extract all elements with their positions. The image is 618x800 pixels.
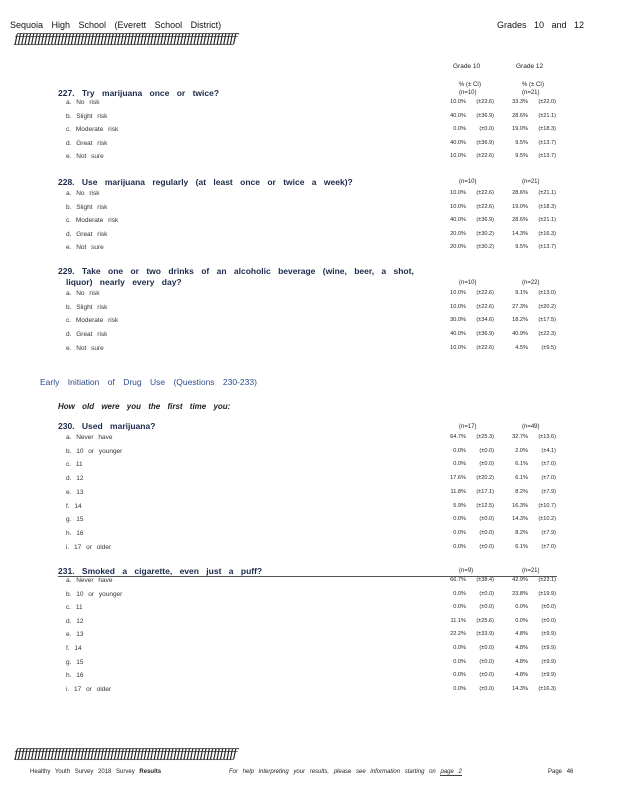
footer-page-link[interactable]: page 2 — [440, 769, 462, 775]
grade-10-ci: (±0.0) — [479, 448, 494, 454]
answer-option-label: a. Never have — [66, 434, 113, 441]
grade-10-sample-size: (n=9) — [459, 568, 474, 574]
grade-10-percent: 0.0% — [453, 659, 466, 665]
grade-10-percent: 20.0% — [450, 244, 466, 250]
grade-12-sample-size: (n=22) — [522, 280, 540, 286]
grade-10-percent: 0.0% — [453, 530, 466, 536]
grade-10-percent: 0.0% — [453, 645, 466, 651]
answer-option-label: d. Great risk — [66, 331, 108, 338]
grade-10-percent: 40.0% — [450, 140, 466, 146]
grade-10-percent: 10.0% — [450, 304, 466, 310]
grade-12-ci: (±13.6) — [538, 434, 556, 440]
grade-12-ci: (±13.7) — [538, 153, 556, 159]
answer-option-label: e. Not sure — [66, 345, 104, 352]
grade-12-ci: (±10.2) — [538, 516, 556, 522]
grade-10-ci: (±22.6) — [476, 190, 494, 196]
grade-10-percent: 5.9% — [453, 503, 466, 509]
grade-12-ci: (±0.0) — [541, 604, 556, 610]
grade-12-percent: 6.1% — [515, 475, 528, 481]
grade-10-percent: 0.0% — [453, 672, 466, 678]
grade-12-percent: 9.1% — [515, 290, 528, 296]
grade-12-percent: 4.8% — [515, 672, 528, 678]
grade-12-ci: (±9.9) — [541, 631, 556, 637]
answer-option-label: e. Not sure — [66, 153, 104, 160]
grade-12-ci: (±18.3) — [538, 126, 556, 132]
grade-10-ci: (±0.0) — [479, 672, 494, 678]
grade-12-ci: (±21.1) — [538, 217, 556, 223]
grade-10-percent: 0.0% — [453, 448, 466, 454]
grade-12-percent: 8.2% — [515, 530, 528, 536]
grade-10-ci: (±22.6) — [476, 290, 494, 296]
answer-option-label: c. 11 — [66, 604, 83, 611]
grade-10-percent: 10.0% — [450, 99, 466, 105]
grade-10-ci: (±33.9) — [476, 631, 494, 637]
grade-10-ci-header: % (± CI) — [459, 82, 481, 88]
grade-12-ci: (±23.1) — [538, 577, 556, 583]
grade-10-percent: 66.7% — [450, 577, 466, 583]
grade-12-percent: 4.8% — [515, 645, 528, 651]
grade-10-ci: (±22.6) — [476, 99, 494, 105]
grade-12-percent: 8.2% — [515, 489, 528, 495]
question-title: 228. Use marijuana regularly (at least once or twice a week)? — [58, 177, 353, 187]
answer-option-label: a. No risk — [66, 290, 100, 297]
grade-10-sample-size: (n=17) — [459, 424, 477, 430]
grade-10-percent: 40.0% — [450, 217, 466, 223]
grade-12-ci: (±21.1) — [538, 190, 556, 196]
grade-10-ci: (±17.1) — [476, 489, 494, 495]
answer-option-label: b. 10 or younger — [66, 448, 123, 455]
footer-results-label: Results — [139, 769, 162, 775]
answer-option-label: f. 14 — [66, 503, 82, 510]
grade-12-percent: 6.1% — [515, 544, 528, 550]
answer-option-label: g. 15 — [66, 659, 84, 666]
grade-12-ci: (±16.3) — [538, 231, 556, 237]
grade-12-column-header: Grade 12 — [516, 63, 544, 70]
answer-option-label: i. 17 or older — [66, 686, 112, 693]
answer-option-label: c. 11 — [66, 461, 83, 468]
grade-10-sample-size: (n=10) — [459, 90, 477, 96]
grade-12-ci: (±9.9) — [541, 672, 556, 678]
grade-12-ci: (±13.7) — [538, 244, 556, 250]
grades-header: Grades 10 and 12 — [497, 20, 585, 30]
grade-12-ci: (±13.0) — [538, 290, 556, 296]
grade-10-sample-size: (n=10) — [459, 179, 477, 185]
footer-help-sentence: For help interpreting your results, please see information starting on — [229, 769, 436, 775]
grade-12-percent: 28.6% — [512, 217, 528, 223]
answer-option-label: h. 16 — [66, 672, 84, 679]
grade-10-ci: (±36.9) — [476, 331, 494, 337]
grade-12-percent: 4.8% — [515, 659, 528, 665]
grade-12-percent: 28.6% — [512, 113, 528, 119]
grade-10-ci: (±38.4) — [476, 577, 494, 583]
footer-page-value: 46 — [566, 769, 574, 775]
grade-12-ci: (±21.1) — [538, 113, 556, 119]
question-231-underline — [58, 576, 557, 577]
grade-12-ci: (±10.7) — [538, 503, 556, 509]
grade-12-percent: 9.5% — [515, 244, 528, 250]
answer-option-label: c. Moderate risk — [66, 317, 119, 324]
grade-10-percent: 40.0% — [450, 113, 466, 119]
footer-page-label: Page — [548, 769, 563, 775]
grade-12-percent: 16.3% — [512, 503, 528, 509]
footer-survey-label: Healthy Youth Survey 2018 Survey — [30, 769, 135, 775]
grade-10-ci: (±22.6) — [476, 304, 494, 310]
grade-12-percent: 19.0% — [512, 126, 528, 132]
grade-12-ci: (±7.0) — [541, 475, 556, 481]
section-prompt: How old were you the first time you: — [58, 402, 231, 411]
grade-12-ci: (±4.1) — [541, 448, 556, 454]
grade-12-percent: 0.0% — [515, 618, 528, 624]
answer-option-label: h. 16 — [66, 530, 84, 537]
grade-10-percent: 10.0% — [450, 290, 466, 296]
grade-12-percent: 27.3% — [512, 304, 528, 310]
grade-10-ci: (±20.2) — [476, 475, 494, 481]
grade-12-ci: (±7.9) — [541, 489, 556, 495]
grade-12-ci-header: % (± CI) — [522, 82, 544, 88]
answer-option-label: a. No risk — [66, 99, 100, 106]
grade-12-percent: 19.0% — [512, 204, 528, 210]
grade-10-ci: (±0.0) — [479, 604, 494, 610]
grade-10-percent: 0.0% — [453, 461, 466, 467]
grade-12-ci: (±7.9) — [541, 530, 556, 536]
answer-option-label: e. 13 — [66, 631, 84, 638]
grade-12-sample-size: (n=21) — [522, 568, 540, 574]
grade-10-sample-size: (n=10) — [459, 280, 477, 286]
grade-12-ci: (±9.5) — [541, 345, 556, 351]
grade-10-percent: 40.0% — [450, 331, 466, 337]
grade-12-percent: 9.5% — [515, 153, 528, 159]
question-title: 227. Try marijuana once or twice? — [58, 88, 220, 98]
grade-12-percent: 42.9% — [512, 577, 528, 583]
grade-10-ci: (±0.0) — [479, 659, 494, 665]
answer-option-label: b. 10 or younger — [66, 591, 123, 598]
grade-10-ci: (±0.0) — [479, 461, 494, 467]
grade-10-percent: 10.0% — [450, 345, 466, 351]
grade-12-percent: 18.2% — [512, 317, 528, 323]
bottom-rule: ƒƒƒƒƒƒƒƒƒƒƒƒƒƒƒƒƒƒƒƒƒƒƒƒƒƒƒƒƒƒƒƒƒƒƒƒƒƒƒƒƒƒƒƒƒƒƒƒƒƒƒƒƒƒƒƒƒƒƒƒƒƒƒƒƒƒƒ — [14, 748, 236, 762]
answer-option-label: c. Moderate risk — [66, 217, 119, 224]
grade-10-ci: (±25.6) — [476, 618, 494, 624]
grade-12-ci: (±9.9) — [541, 659, 556, 665]
grade-10-ci: (±25.3) — [476, 434, 494, 440]
grade-10-percent: 10.0% — [450, 153, 466, 159]
question-title: 231. Smoked a cigarette, even just a puff? — [58, 566, 263, 576]
grade-12-ci: (±18.3) — [538, 204, 556, 210]
grade-12-ci: (±16.3) — [538, 686, 556, 692]
grade-10-percent: 0.0% — [453, 126, 466, 132]
answer-option-label: i. 17 or older — [66, 544, 112, 551]
grade-12-ci: (±19.9) — [538, 591, 556, 597]
grade-12-percent: 23.8% — [512, 591, 528, 597]
answer-option-label: a. Never have — [66, 577, 113, 584]
grade-12-ci: (±13.7) — [538, 140, 556, 146]
grade-12-percent: 9.5% — [515, 140, 528, 146]
answer-option-label: b. Slight risk — [66, 113, 108, 120]
grade-10-ci: (±36.9) — [476, 217, 494, 223]
grade-10-percent: 0.0% — [453, 516, 466, 522]
grade-10-ci: (±12.5) — [476, 503, 494, 509]
grade-10-ci: (±30.2) — [476, 231, 494, 237]
grade-10-percent: 17.6% — [450, 475, 466, 481]
grade-10-ci: (±22.6) — [476, 204, 494, 210]
answer-option-label: d. 12 — [66, 475, 84, 482]
grade-12-ci: (±22.0) — [538, 99, 556, 105]
grade-10-percent: 0.0% — [453, 604, 466, 610]
grade-10-ci: (±36.9) — [476, 140, 494, 146]
answer-option-label: g. 15 — [66, 516, 84, 523]
answer-option-label: a. No risk — [66, 190, 100, 197]
answer-option-label: b. Slight risk — [66, 204, 108, 211]
grade-10-ci: (±34.6) — [476, 317, 494, 323]
grade-12-ci: (±9.9) — [541, 645, 556, 651]
grade-12-percent: 33.3% — [512, 99, 528, 105]
grade-10-percent: 10.0% — [450, 190, 466, 196]
grade-10-percent: 22.2% — [450, 631, 466, 637]
question-title: 230. Used marijuana? — [58, 421, 156, 431]
grade-12-percent: 0.0% — [515, 604, 528, 610]
grade-10-percent: 30.0% — [450, 317, 466, 323]
answer-option-label: d. Great risk — [66, 231, 108, 238]
grade-12-sample-size: (n=21) — [522, 179, 540, 185]
grade-12-percent: 14.3% — [512, 686, 528, 692]
grade-12-ci: (±17.5) — [538, 317, 556, 323]
grade-10-percent: 11.1% — [450, 618, 466, 624]
grade-12-percent: 32.7% — [512, 434, 528, 440]
footer-survey-name — [30, 769, 161, 775]
footer-page-number — [548, 769, 573, 775]
grade-10-column-header: Grade 10 — [453, 63, 481, 70]
grade-10-ci: (±36.9) — [476, 113, 494, 119]
answer-option-label: c. Moderate risk — [66, 126, 119, 133]
answer-option-label: b. Slight risk — [66, 304, 108, 311]
grade-12-percent: 4.5% — [515, 345, 528, 351]
grade-12-ci: (±0.0) — [541, 618, 556, 624]
grade-10-percent: 0.0% — [453, 591, 466, 597]
answer-option-label: e. Not sure — [66, 244, 104, 251]
grade-12-ci: (±7.0) — [541, 544, 556, 550]
grade-10-ci: (±22.6) — [476, 153, 494, 159]
answer-option-label: d. Great risk — [66, 140, 108, 147]
grade-12-sample-size: (n=21) — [522, 90, 540, 96]
grade-10-ci: (±0.0) — [479, 126, 494, 132]
grade-10-ci: (±0.0) — [479, 530, 494, 536]
grade-10-ci: (±0.0) — [479, 544, 494, 550]
grade-10-ci: (±0.0) — [479, 686, 494, 692]
grade-12-percent: 6.1% — [515, 461, 528, 467]
grade-10-percent: 10.0% — [450, 204, 466, 210]
grade-12-percent: 4.8% — [515, 631, 528, 637]
grade-12-percent: 28.6% — [512, 190, 528, 196]
footer-help-text — [229, 769, 462, 775]
grade-12-percent: 40.9% — [512, 331, 528, 337]
grade-10-percent: 11.8% — [450, 489, 466, 495]
grade-10-percent: 0.0% — [453, 544, 466, 550]
answer-option-label: e. 13 — [66, 489, 84, 496]
grade-12-percent: 2.0% — [515, 448, 528, 454]
question-title: 229. Take one or two drinks of an alcoholic beverage (wine, beer, a shot, — [58, 266, 414, 276]
grade-12-percent: 14.3% — [512, 516, 528, 522]
grade-10-ci: (±0.0) — [479, 591, 494, 597]
grade-10-ci: (±0.0) — [479, 645, 494, 651]
grade-10-percent: 0.0% — [453, 686, 466, 692]
grade-10-percent: 64.7% — [450, 434, 466, 440]
grade-12-ci: (±20.2) — [538, 304, 556, 310]
grade-10-percent: 20.0% — [450, 231, 466, 237]
section-title: Early Initiation of Drug Use (Questions 230-233) — [40, 377, 257, 387]
grade-10-ci: (±0.0) — [479, 516, 494, 522]
grade-12-ci: (±22.3) — [538, 331, 556, 337]
school-header: Sequoia High School (Everett School District) — [10, 20, 222, 30]
answer-option-label: f. 14 — [66, 645, 82, 652]
grade-10-ci: (±30.2) — [476, 244, 494, 250]
grade-12-percent: 14.3% — [512, 231, 528, 237]
grade-12-ci: (±7.0) — [541, 461, 556, 467]
top-rule: ƒƒƒƒƒƒƒƒƒƒƒƒƒƒƒƒƒƒƒƒƒƒƒƒƒƒƒƒƒƒƒƒƒƒƒƒƒƒƒƒƒƒƒƒƒƒƒƒƒƒƒƒƒƒƒƒƒƒƒƒƒƒƒƒƒƒƒ — [14, 33, 236, 47]
grade-10-ci: (±22.6) — [476, 345, 494, 351]
question-title-continued: liquor) nearly every day? — [66, 277, 182, 287]
answer-option-label: d. 12 — [66, 618, 84, 625]
grade-12-sample-size: (n=49) — [522, 424, 540, 430]
